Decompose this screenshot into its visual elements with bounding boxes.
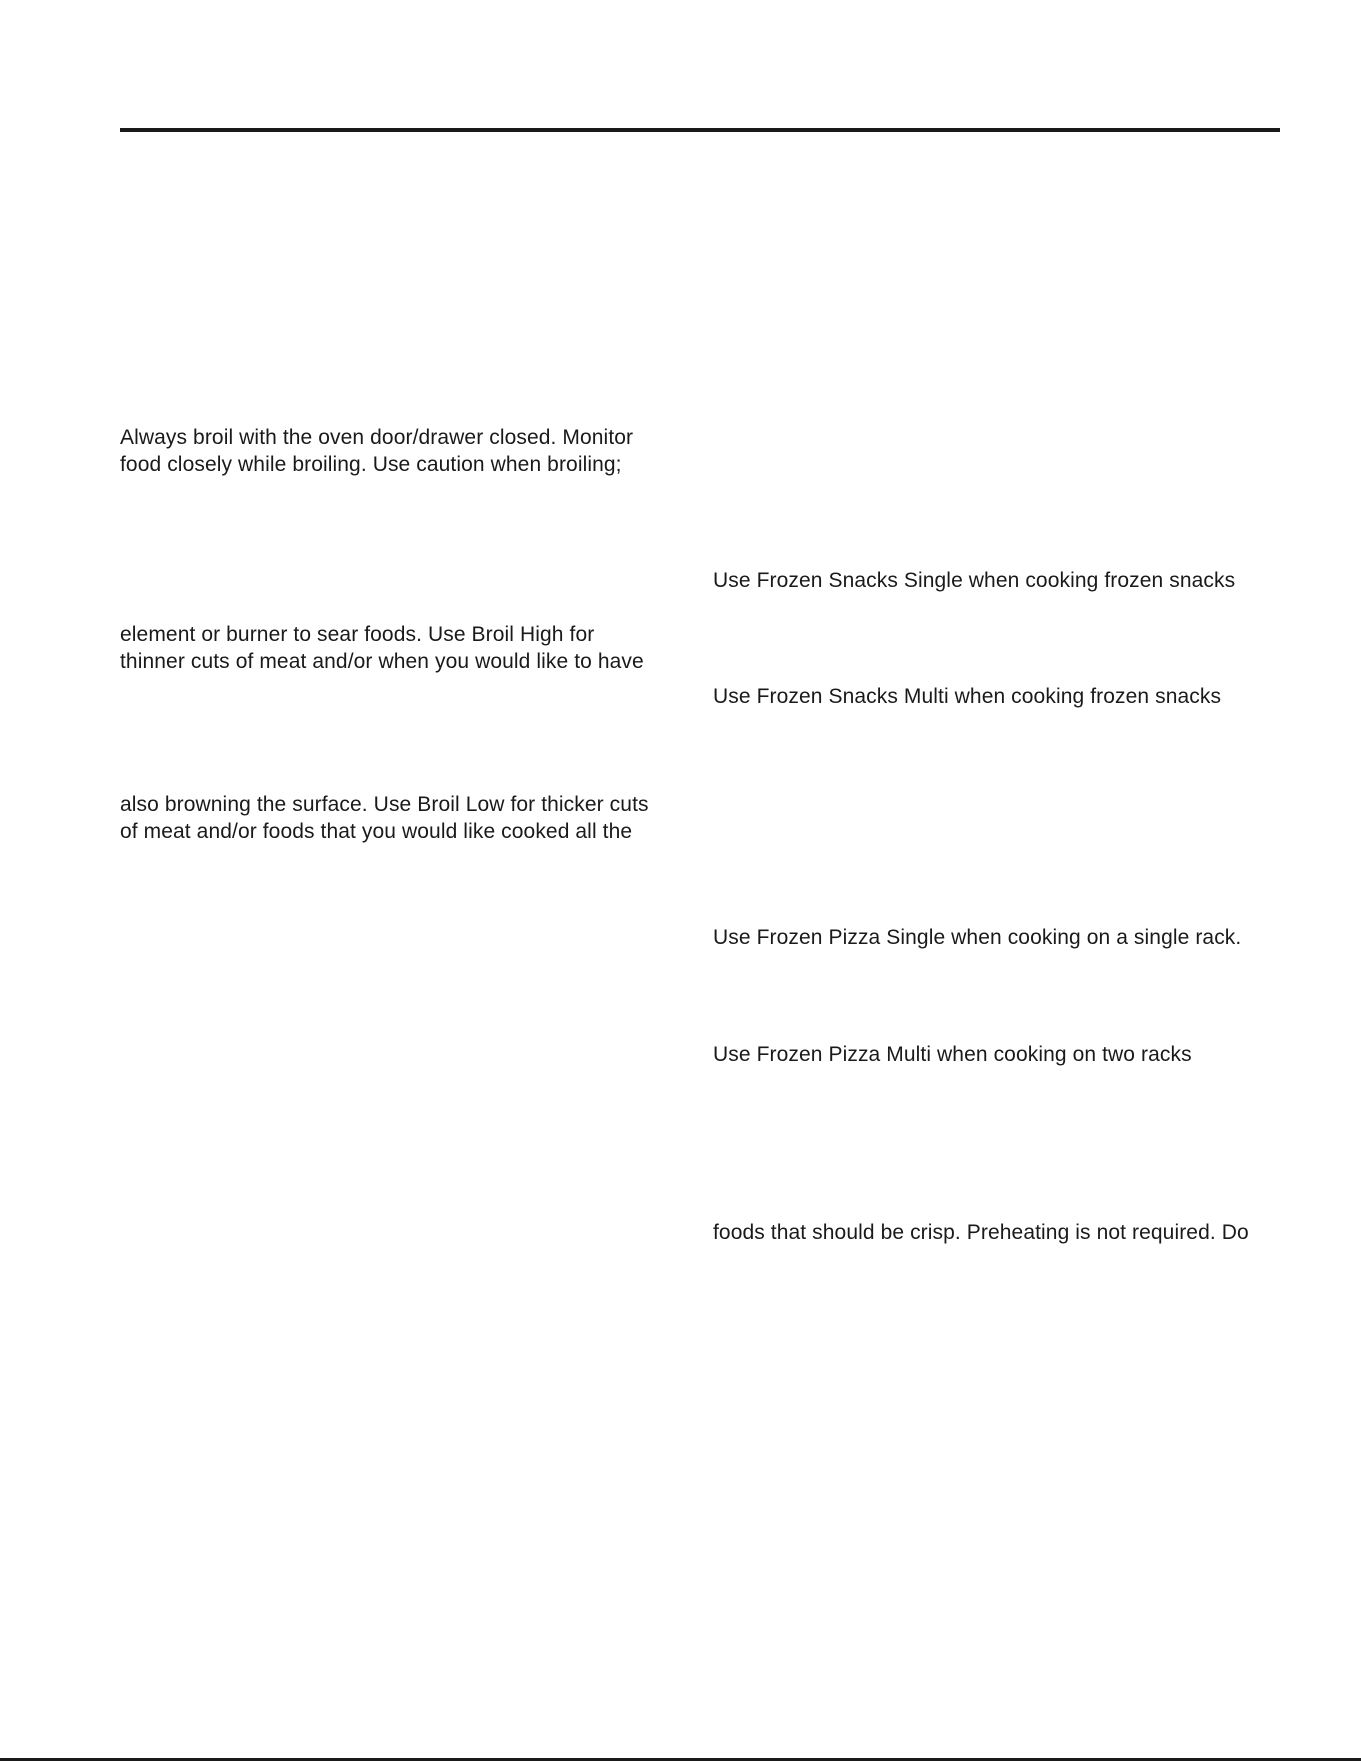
header-rule — [120, 128, 1280, 132]
broil-high-line-1: element or burner to sear foods. Use Broil High for — [120, 623, 595, 646]
broil-low-line-1: also browning the surface. Use Broil Low for thicker cuts — [120, 793, 649, 816]
broil-paragraph-line-1: Always broil with the oven door/drawer closed. Monitor — [120, 426, 634, 449]
frozen-pizza-multi-line: Use Frozen Pizza Multi when cooking on two racks — [713, 1043, 1192, 1066]
broil-paragraph-line-2: food closely while broiling. Use caution when broiling; — [120, 453, 622, 476]
frozen-pizza-single-line: Use Frozen Pizza Single when cooking on a single rack. — [713, 926, 1242, 949]
broil-low-line-2: of meat and/or foods that you would like cooked all the — [120, 820, 633, 843]
frozen-snacks-multi-line: Use Frozen Snacks Multi when cooking frozen snacks — [713, 685, 1222, 708]
frozen-snacks-single-line: Use Frozen Snacks Single when cooking frozen snacks — [713, 569, 1236, 592]
broil-high-line-2: thinner cuts of meat and/or when you would like to have — [120, 650, 644, 673]
crisp-foods-line: foods that should be crisp. Preheating is not required. Do — [713, 1221, 1249, 1244]
